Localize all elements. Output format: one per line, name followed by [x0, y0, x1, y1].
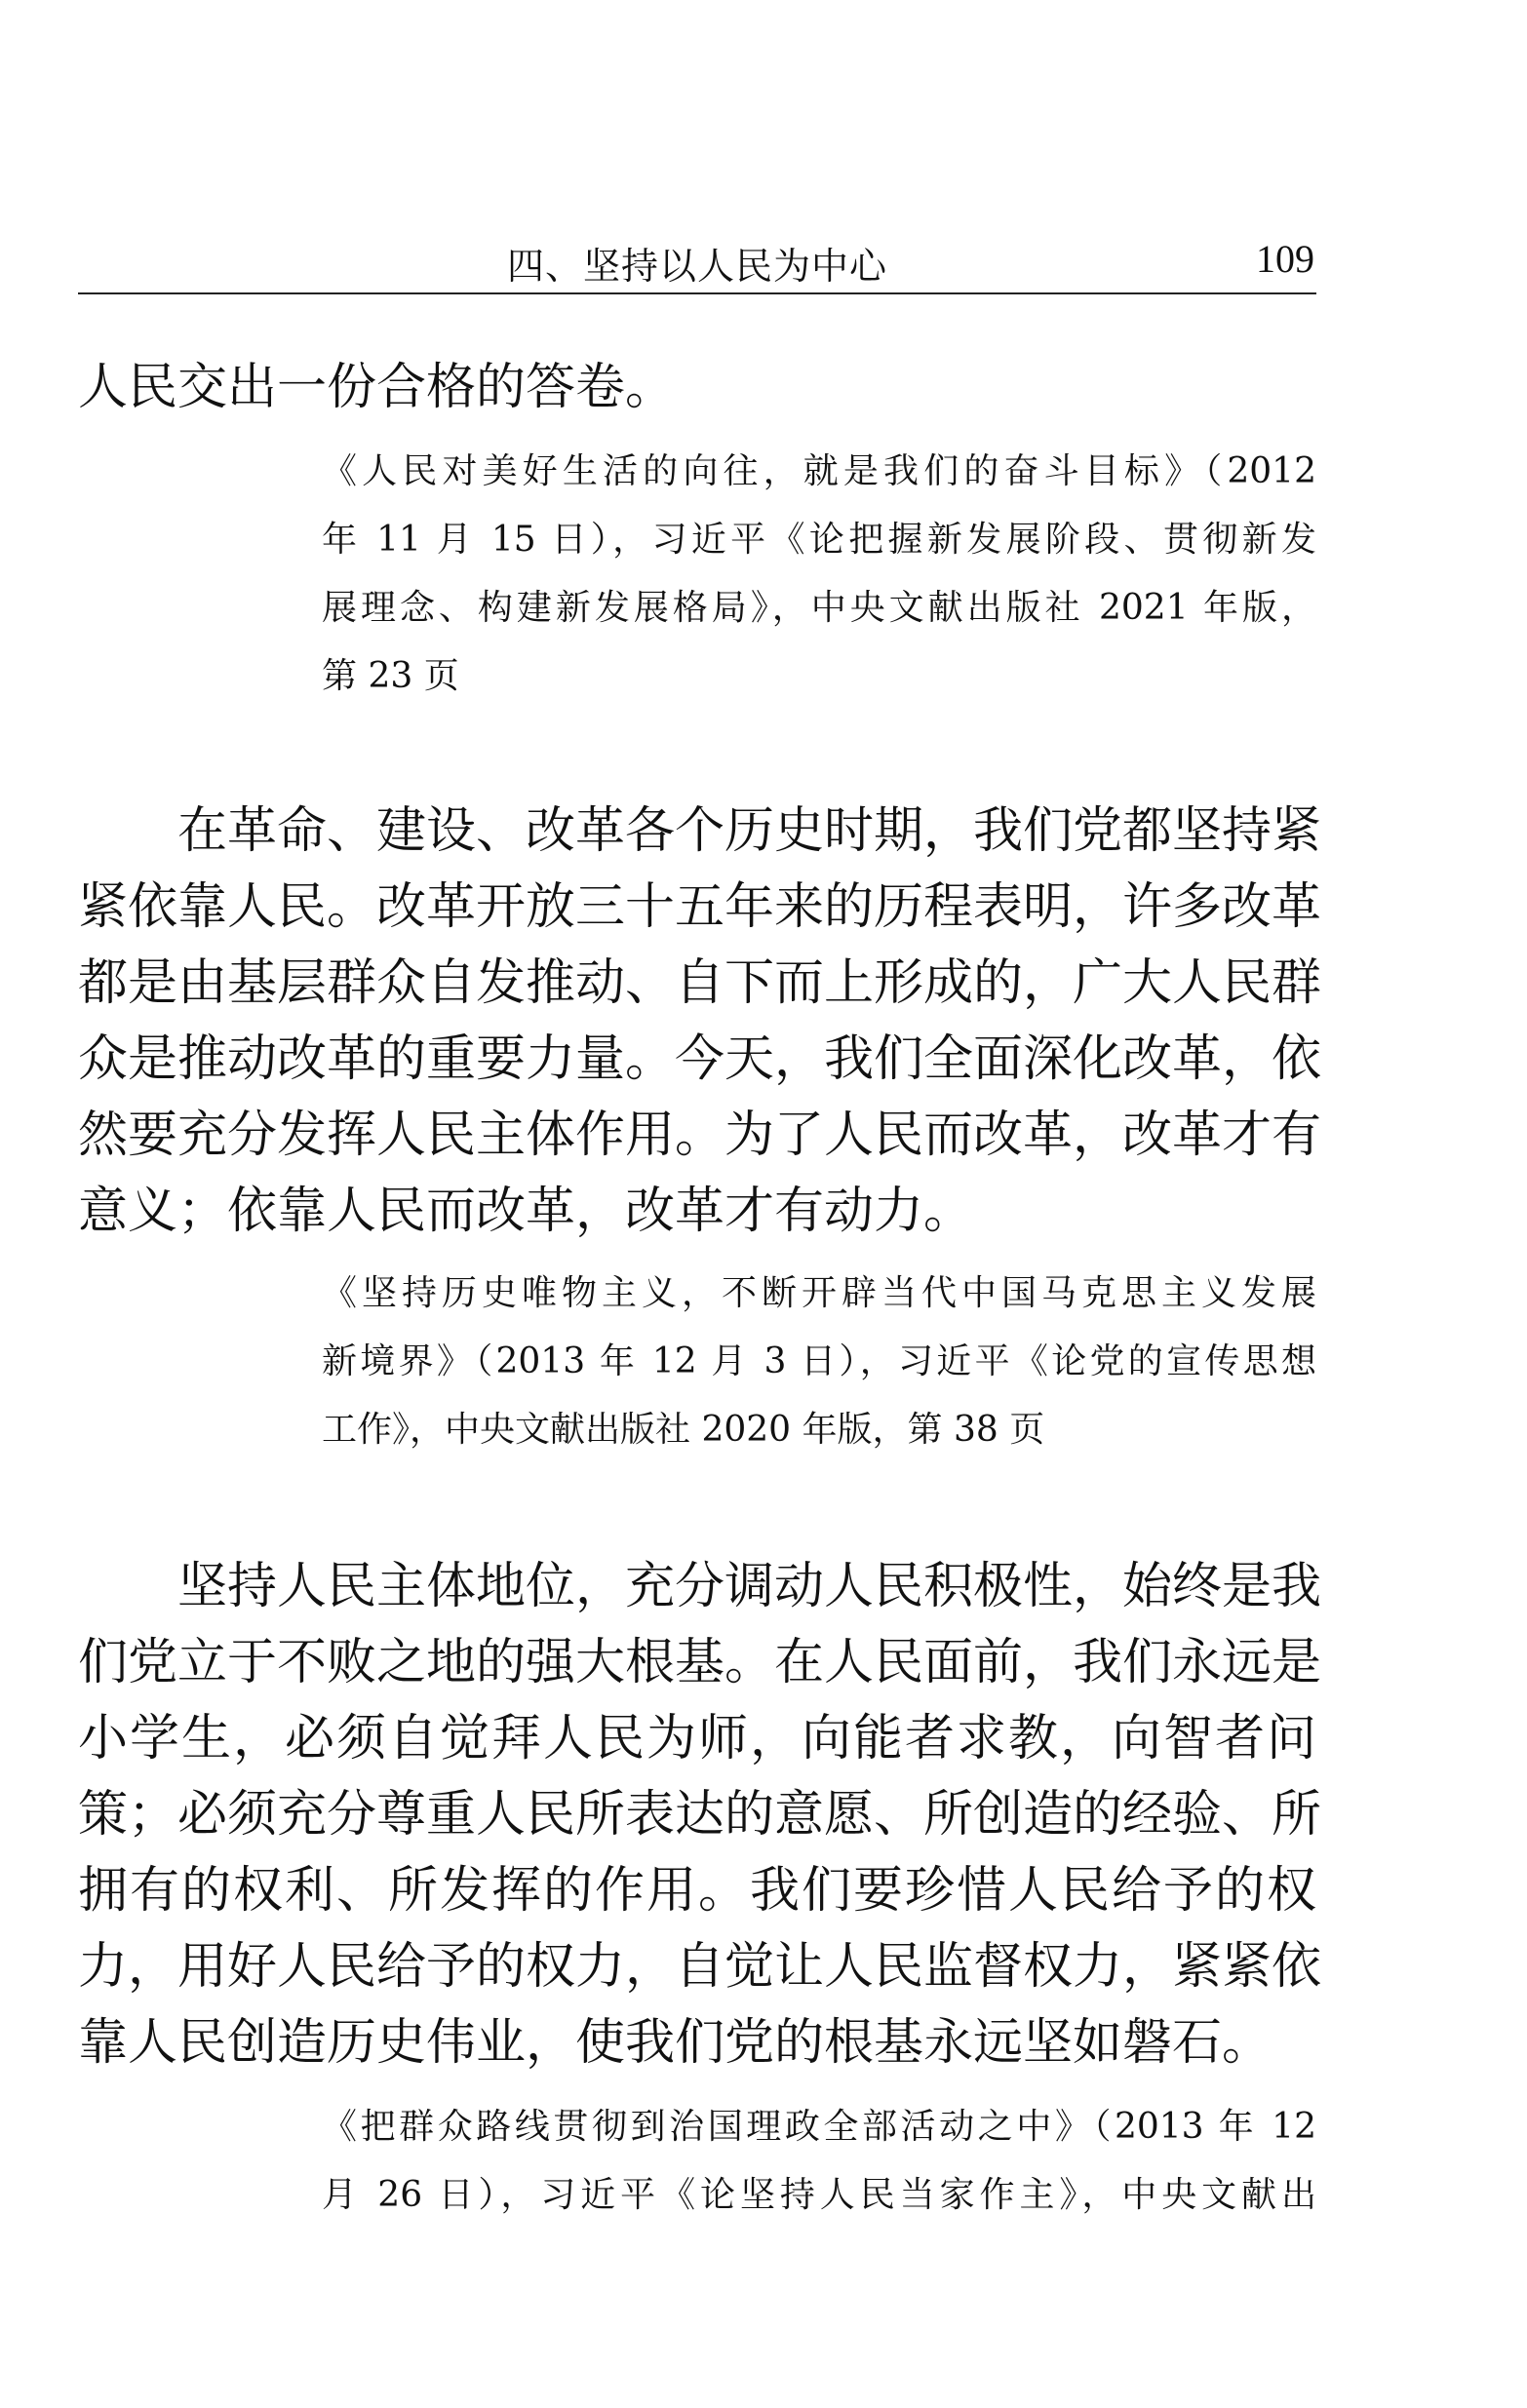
body-line: 坚持人民主体地位，充分调动人民积极性，始终是我	[78, 1558, 1322, 1615]
citation-line: 展理念、构建新发展格局》，中央文献出版社 2021 年版，	[322, 588, 1316, 628]
body-line: 力，用好人民给予的权力，自觉让人民监督权力，紧紧依	[78, 1938, 1322, 1996]
body-line: 策；必须充分尊重人民所表达的意愿、所创造的经验、所	[78, 1786, 1322, 1844]
citation-line: 《坚持历史唯物主义，不断开辟当代中国马克思主义发展	[322, 1273, 1316, 1313]
body-line: 靠人民创造历史伟业，使我们党的根基永远坚如磐石。	[78, 2014, 1272, 2072]
citation-line: 月 26 日），习近平《论坚持人民当家作主》，中央文献出	[322, 2175, 1316, 2215]
citation-line: 年 11 月 15 日），习近平《论把握新发展阶段、贯彻新发	[322, 520, 1316, 560]
chapter-title: 四、坚持以人民为中心	[507, 245, 888, 288]
citation-line: 新境界》（2013 年 12 月 3 日），习近平《论党的宣传思想	[322, 1341, 1316, 1381]
citation-line: 《把群众路线贯彻到治国理政全部活动之中》（2013 年 12	[322, 2107, 1316, 2147]
citation-line: 工作》，中央文献出版社 2020 年版，第 38 页	[322, 1410, 1045, 1450]
body-line: 紧依靠人民。改革开放三十五年来的历程表明，许多改革	[78, 878, 1322, 936]
body-line: 拥有的权利、所发挥的作用。我们要珍惜人民给予的权	[78, 1862, 1316, 1920]
body-line: 人民交出一份合格的答卷。	[78, 359, 676, 416]
body-line: 小学生，必须自觉拜人民为师，向能者求教，向智者问	[78, 1710, 1316, 1767]
body-line: 都是由基层群众自发推动、自下而上形成的，广大人民群	[78, 954, 1322, 1012]
body-line: 在革命、建设、改革各个历史时期，我们党都坚持紧	[78, 802, 1322, 860]
citation-line: 第 23 页	[322, 656, 459, 696]
page-number: 109	[1256, 237, 1314, 281]
body-line: 意义；依靠人民而改革，改革才有动力。	[78, 1183, 974, 1240]
body-line: 众是推动改革的重要力量。今天，我们全面深化改革，依	[78, 1030, 1322, 1088]
citation-line: 《人民对美好生活的向往，就是我们的奋斗目标》（2012	[322, 451, 1316, 491]
body-line: 们党立于不败之地的强大根基。在人民面前，我们永远是	[78, 1634, 1322, 1691]
body-line: 然要充分发挥人民主体作用。为了人民而改革，改革才有	[78, 1107, 1322, 1164]
running-header	[78, 232, 1316, 294]
